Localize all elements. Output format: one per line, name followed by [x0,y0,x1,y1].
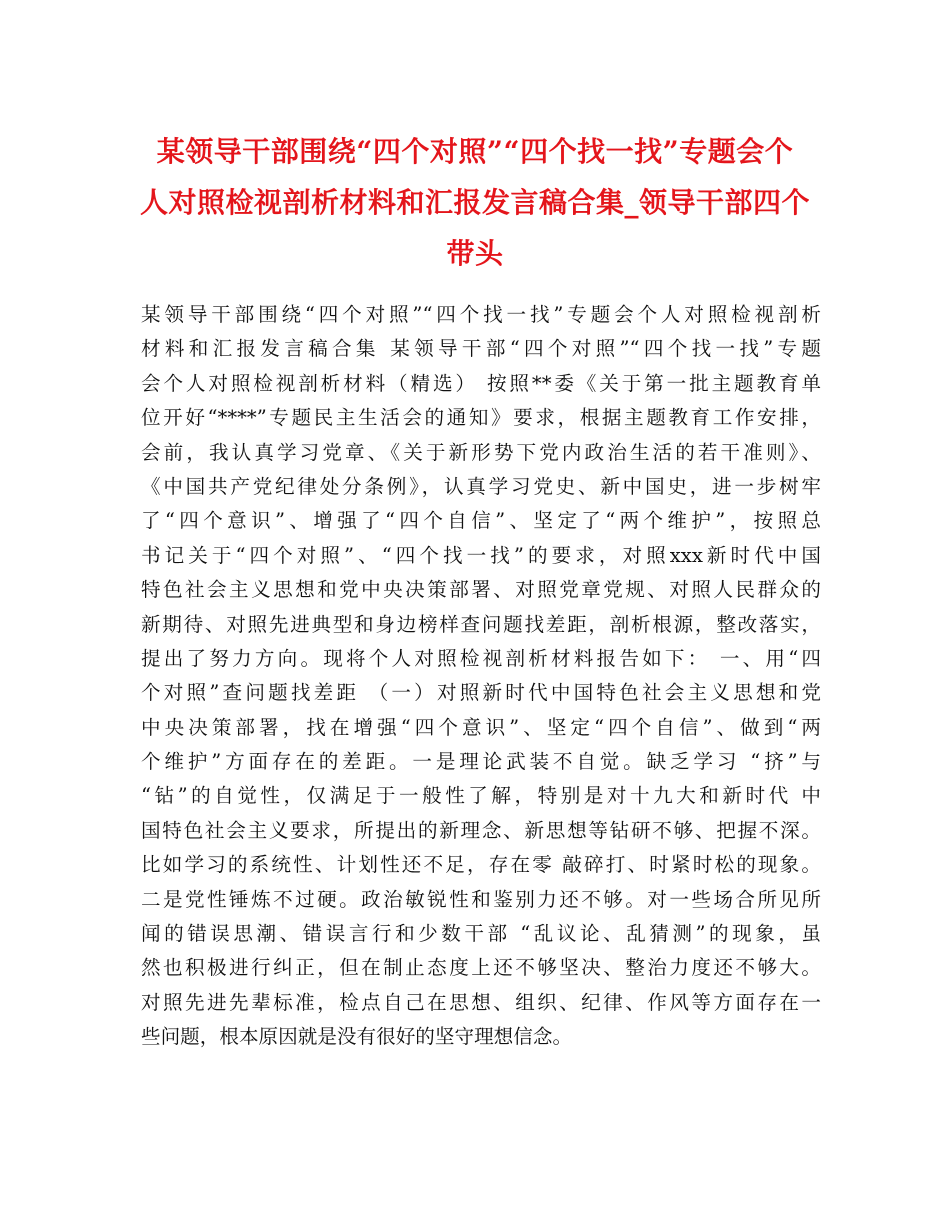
body-line: 闻的错误思潮、错误言行和少数干部 “乱议论、乱猜测”的现象，虽 [141,922,821,946]
title-line-1: 某领导干部围绕“四个对照”“四个找一找”专题会个 [156,135,794,168]
body-line: 中央决策部署，找在增强“四个意识”、坚定“四个自信”、做到“两 [141,715,821,739]
body-line: 书记关于“四个对照”、“四个找一找”的要求，对照xxx新时代中国 [141,543,821,567]
body-line: 材料和汇报发言稿合集 某领导干部“四个对照”“四个找一找”专题 [141,337,821,361]
body-line: 提出了努力方向。现将个人对照检视剖析材料报告如下： 一、用“四 [141,646,821,670]
title-line-3: 带头 [446,237,504,270]
body-line: 某领导干部围绕“四个对照”“四个找一找”专题会个人对照检视剖析 [141,303,821,326]
body-line: 比如学习的系统性、计划性还不足，存在零 敲碎打、时紧时松的现象。 [141,853,821,877]
body-line: 个对照”查问题找差距 （一）对照新时代中国特色社会主义思想和党 [141,681,821,705]
body-line: 了“四个意识”、增强了“四个自信”、坚定了“两个维护”，按照总 [141,509,821,533]
title-line-2: 人对照检视剖析材料和汇报发言稿合集_领导干部四个 [139,186,810,219]
body-line: 《中国共产党纪律处分条例》，认真学习党史、新中国史，进一步树牢 [141,474,821,498]
body-line: 会个人对照检视剖析材料（精选） 按照**委《关于第一批主题教育单 [141,371,821,395]
body-line: 个维护”方面存在的差距。一是理论武装不自觉。缺乏学习 “挤”与 [141,750,821,774]
body-line: 新期待、对照先进典型和身边榜样查问题找差距，剖析根源，整改落实， [141,612,821,636]
body-line: 会前，我认真学习党章、《关于新形势下党内政治生活的若干准则》、 [141,440,821,464]
document-body [141,298,821,1055]
body-line: 对照先进先辈标准，检点自己在思想、组织、纪律、作风等方面存在一 [141,990,821,1014]
body-line: “钻”的自觉性，仅满足于一般性了解，特别是对十九大和新时代 中 [141,784,821,808]
document-title [130,126,820,279]
body-line: 国特色社会主义要求，所提出的新理念、新思想等钻研不够、把握不深。 [141,818,821,842]
body-line: 特色社会主义思想和党中央决策部署、对照党章党规、对照人民群众的 [141,578,821,602]
body-line: 然也积极进行纠正，但在制止态度上还不够坚决、整治力度还不够大。 [141,956,821,980]
body-line: 位开好“****”专题民主生活会的通知》要求，根据主题教育工作安排， [141,406,821,430]
body-line: 些问题，根本原因就是没有很好的坚守理想信念。 [141,1025,573,1049]
body-line: 二是党性锤炼不过硬。政治敏锐性和鉴别力还不够。对一些场合所见所 [141,887,821,911]
